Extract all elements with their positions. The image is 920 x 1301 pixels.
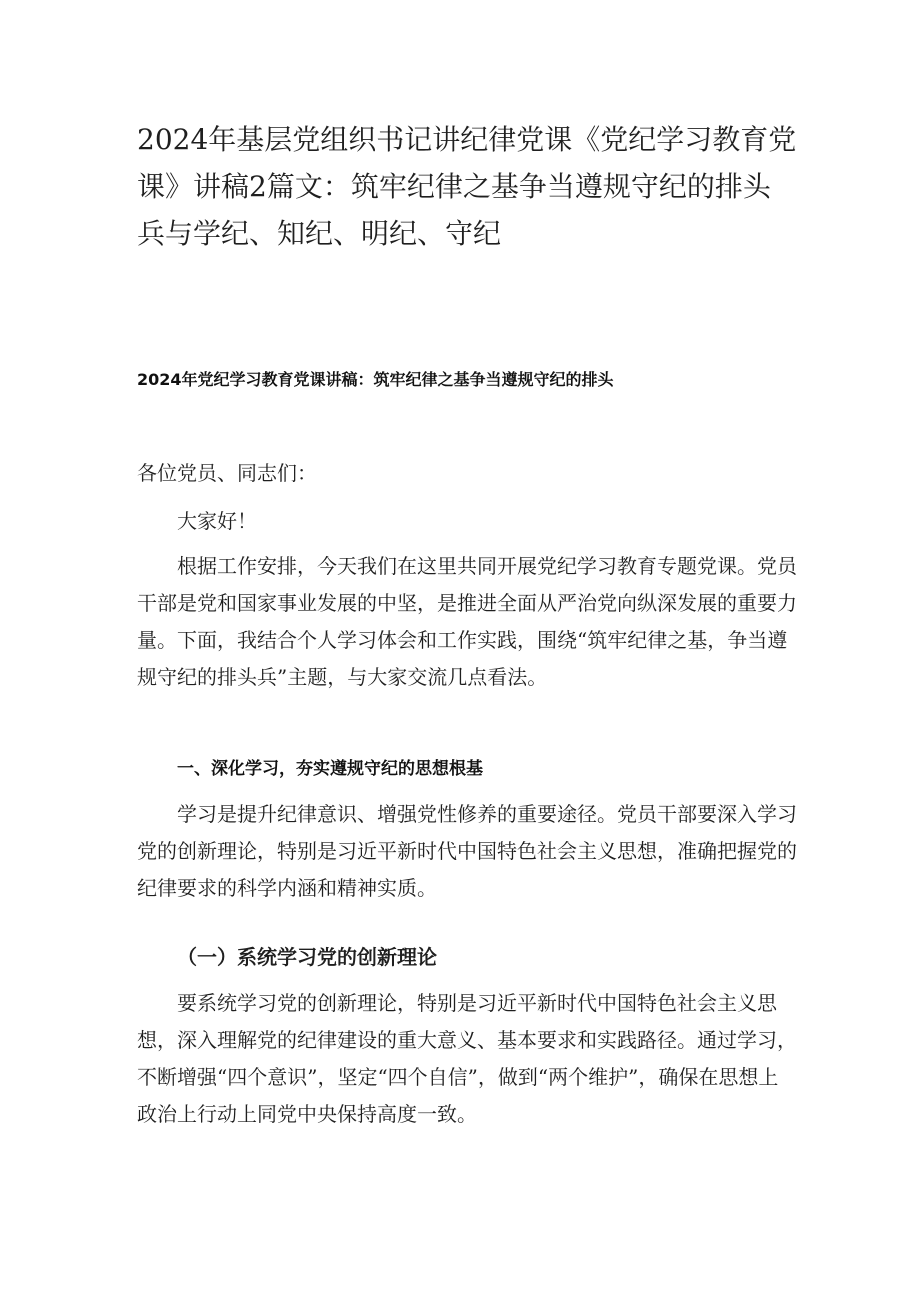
intro-paragraph: 根据工作安排，今天我们在这里共同开展党纪学习教育专题党课。党员干部是党和国家事业发展的中坚，是推进全面从严治党向纵深发展的重要力量。下面，我结合个人学习体会和工作实践，围绕“筑牢纪律之基，争当遵规守纪的排头兵”主题，与大家交流几点看法。 xyxy=(137,554,797,689)
document-title: 2024年基层党组织书记讲纪律党课《党纪学习教育党课》讲稿2篇文：筑牢纪律之基争当遵规守纪的排头兵与学纪、知纪、明纪、守纪 xyxy=(137,123,797,250)
section-paragraph: 学习是提升纪律意识、增强党性修养的重要途径。党员干部要深入学习党的创新理论，特别是习近平新时代中国特色社会主义思想，准确把握党的纪律要求的科学内涵和精神实质。 xyxy=(137,802,797,900)
salutation: 各位党员、同志们： xyxy=(137,461,317,485)
subsection-paragraph: 要系统学习党的创新理论，特别是习近平新时代中国特色社会主义思想，深入理解党的纪律建设的重大意义、基本要求和实践路径。通过学习，不断增强“四个意识”，坚定“四个自信”，做到“两个维护”，确保在思想上政治上行动上同党中央保持高度一致。 xyxy=(137,991,797,1126)
document-subtitle: 2024年党纪学习教育党课讲稿：筑牢纪律之基争当遵规守纪的排头 xyxy=(137,370,614,389)
subsection-heading: （一）系统学习党的创新理论 xyxy=(177,945,437,969)
section-heading: 一、深化学习，夯实遵规守纪的思想根基 xyxy=(177,759,483,779)
greeting: 大家好！ xyxy=(177,509,257,533)
